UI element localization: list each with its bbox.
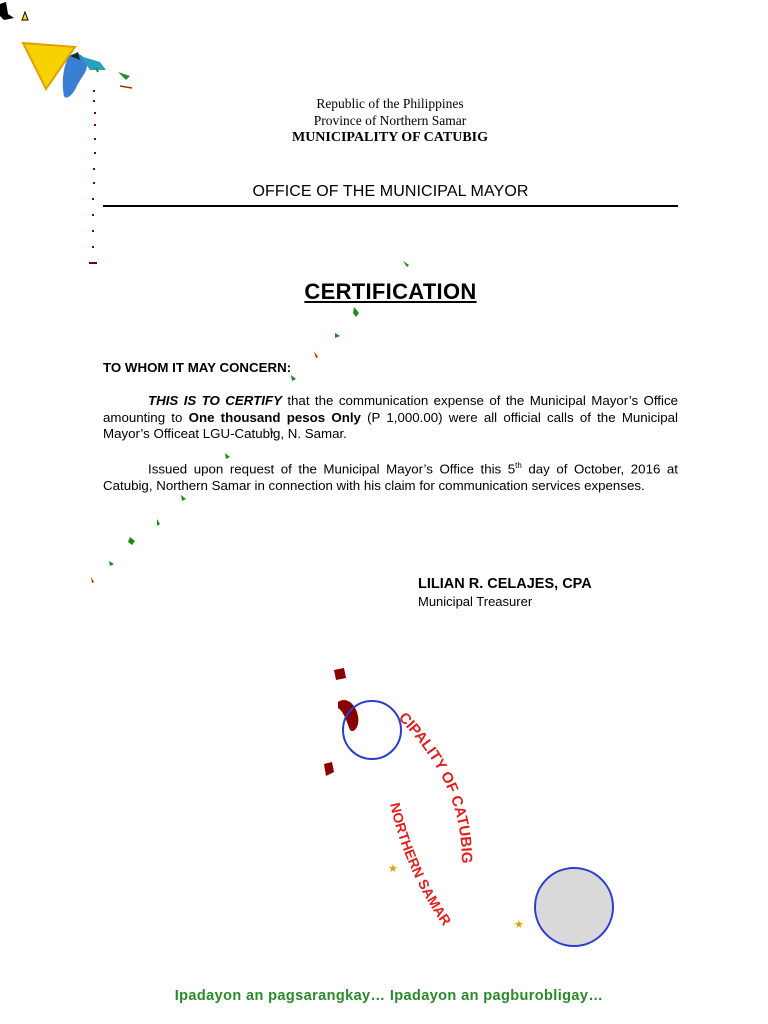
- certification-paragraph: [103, 393, 678, 443]
- seal-bottom-text: NORTHERN SAMAR: [387, 801, 455, 929]
- paragraph1-text-a: that the communication expense of the Municipal Mayor’s Office amounting to: [103, 393, 678, 425]
- salutation: TO WHOM IT MAY CONCERN:: [103, 360, 292, 375]
- star-icon: ★: [514, 919, 524, 931]
- header-republic: Republic of the Philippines: [316, 96, 464, 111]
- municipal-logo: [0, 0, 140, 270]
- paragraph2-text-a: Issued upon request of the Municipal Mayor’s Office this 5: [148, 461, 516, 477]
- issuance-paragraph: [103, 458, 678, 494]
- footer-motto: Ipadayon an pagsarangkay… Ipadayon an pagburobligay…: [174, 988, 604, 1004]
- signatory-position: Municipal Treasurer: [418, 594, 533, 609]
- star-icon: ★: [388, 863, 398, 875]
- amount-in-words: One thousand pesos Only: [188, 409, 361, 425]
- header-municipality: MUNICIPALITY OF CATUBIG: [291, 130, 488, 145]
- seal-large-circle: [535, 868, 613, 946]
- seal-arc-text: CIPALITY OF CATUBIG: [395, 709, 475, 864]
- certify-lead: THIS IS TO CERTIFY: [148, 393, 282, 408]
- signatory-name: LILIAN R. CELAJES, CPA: [418, 576, 592, 592]
- header-province: Province of Northern Samar: [313, 113, 467, 128]
- date-ordinal: th: [515, 461, 522, 470]
- office-title: OFFICE OF THE MUNICIPAL MAYOR: [252, 183, 529, 200]
- document-title: CERTIFICATION: [304, 279, 477, 304]
- paragraph2-text-b: day of October, 2016 at Catubig, Northern Samar in connection with his claim for communication services expenses.: [103, 461, 678, 493]
- seal-fragments: [324, 668, 358, 776]
- header-divider: [103, 205, 678, 207]
- municipal-seal: [320, 660, 620, 960]
- paragraph1-text-b: (P 1,000.00) were all official calls of the Municipal Mayor’s Officeat LGU-Catubig, N. Samar.: [103, 409, 678, 441]
